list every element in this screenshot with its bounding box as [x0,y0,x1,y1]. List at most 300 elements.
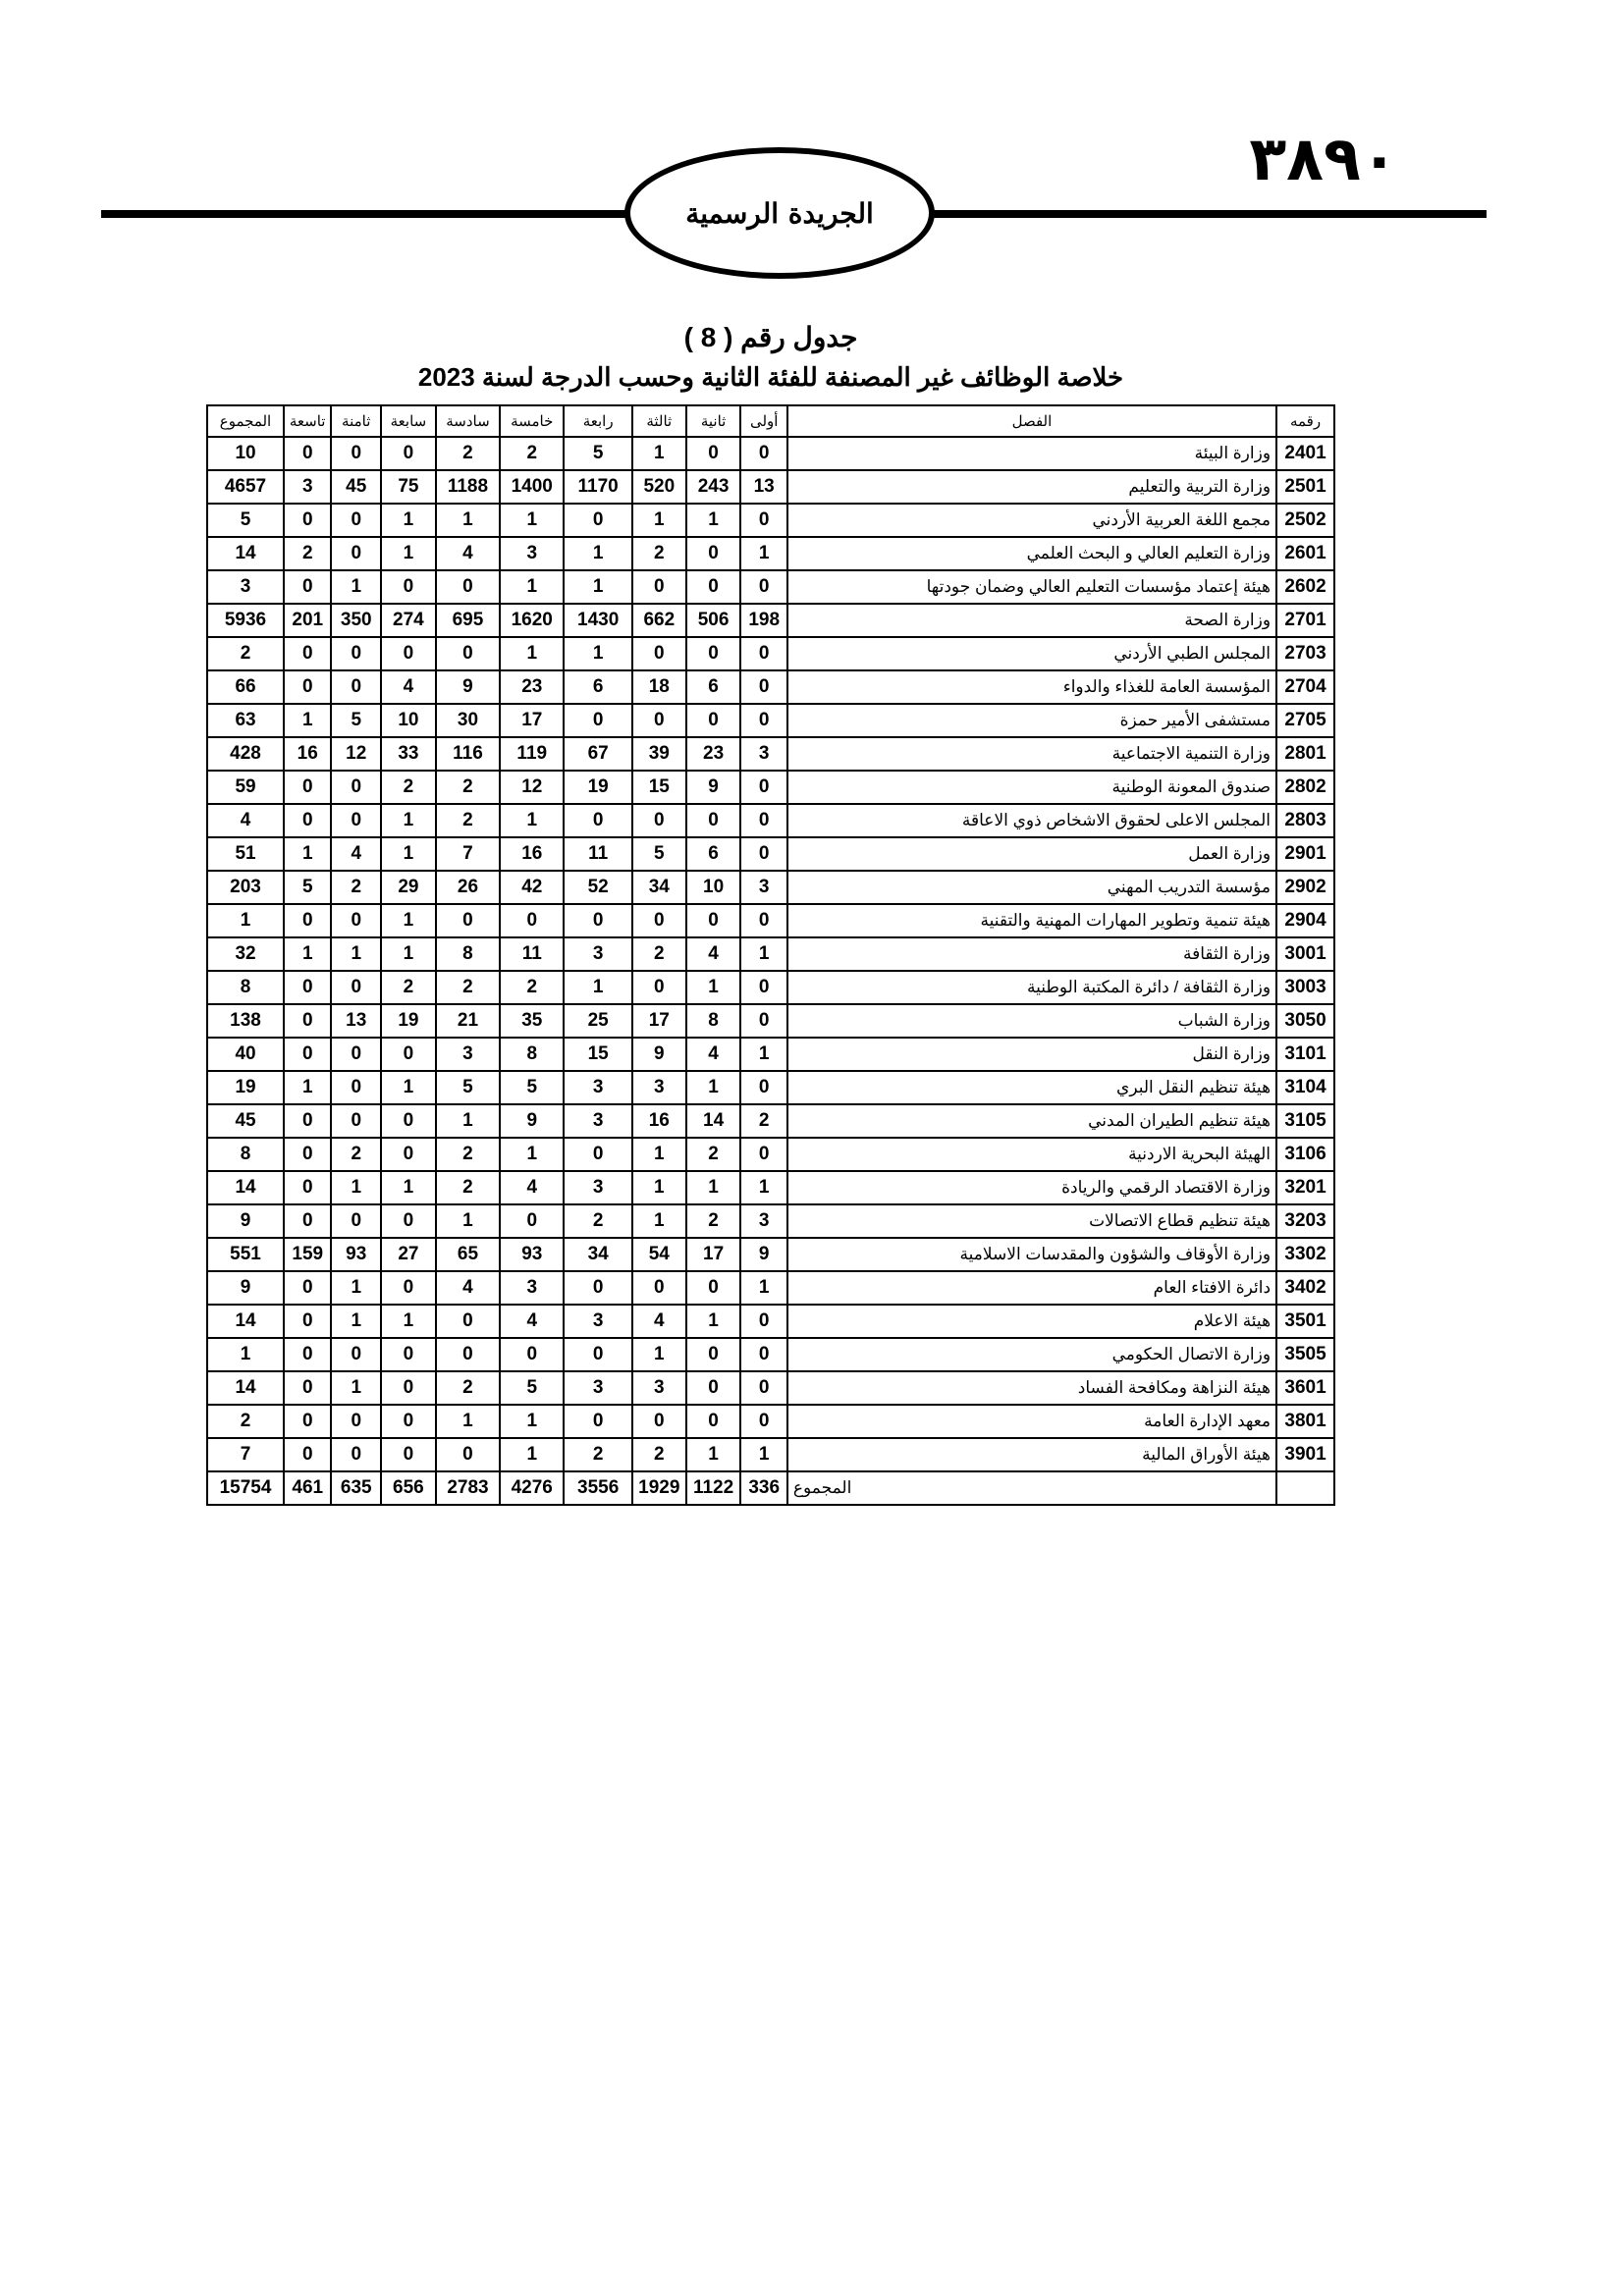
row-grade-8: 2 [331,1138,381,1171]
row-grade-4: 3 [564,1171,632,1204]
row-grade-8: 0 [331,1405,381,1438]
row-grade-2: 2 [686,1138,741,1171]
row-code: 3106 [1276,1138,1334,1171]
row-code: 3601 [1276,1371,1334,1405]
table-row [207,1071,1334,1104]
row-grade-1: 3 [740,1204,786,1238]
row-grade-2: 14 [686,1104,741,1138]
row-grade-6: 2 [436,971,500,1004]
total-grade-2: 1122 [686,1471,741,1505]
row-grade-1: 0 [740,437,786,470]
row-code: 3801 [1276,1405,1334,1438]
row-chapter-name: وزارة التنمية الاجتماعية [787,737,1276,771]
row-total: 8 [207,971,284,1004]
row-total: 428 [207,737,284,771]
row-grade-2: 0 [686,804,741,837]
row-grade-2: 9 [686,771,741,804]
row-grade-8: 0 [331,771,381,804]
col-header-grade-6: سادسة [436,405,500,437]
row-grade-6: 2 [436,771,500,804]
row-grade-3: 0 [632,904,686,937]
row-grade-9: 0 [284,971,331,1004]
table-row [207,771,1334,804]
row-grade-4: 2 [564,1204,632,1238]
row-grade-5: 1 [500,804,564,837]
row-grade-2: 2 [686,1204,741,1238]
row-grade-5: 1 [500,504,564,537]
row-code: 3104 [1276,1071,1334,1104]
row-code: 3203 [1276,1204,1334,1238]
row-grade-5: 23 [500,670,564,704]
row-grade-2: 1 [686,1305,741,1338]
row-grade-9: 0 [284,570,331,604]
table-summary-title: خلاصة الوظائف غير المصنفة للفئة الثانية وحسب الدرجة لسنة 2023 [417,362,1124,392]
row-grade-6: 0 [436,1438,500,1471]
row-grade-7: 1 [381,804,436,837]
row-grade-6: 9 [436,670,500,704]
row-chapter-name: هيئة تنظيم قطاع الاتصالات [787,1204,1276,1238]
row-grade-5: 11 [500,937,564,971]
row-total: 1 [207,904,284,937]
row-grade-9: 0 [284,504,331,537]
row-total: 63 [207,704,284,737]
row-grade-8: 350 [331,604,381,637]
masthead-oval [624,147,935,279]
row-grade-9: 0 [284,1405,331,1438]
row-grade-4: 1 [564,537,632,570]
row-chapter-name: وزارة الشباب [787,1004,1276,1038]
row-grade-4: 25 [564,1004,632,1038]
row-grade-8: 0 [331,971,381,1004]
row-grade-9: 0 [284,1004,331,1038]
table-row [207,1305,1334,1338]
row-grade-9: 0 [284,1038,331,1071]
row-grade-4: 1 [564,971,632,1004]
row-chapter-name: وزارة الثقافة / دائرة المكتبة الوطنية [787,971,1276,1004]
table-row [207,570,1334,604]
row-chapter-name: وزارة الاقتصاد الرقمي والريادة [787,1171,1276,1204]
row-grade-6: 2 [436,437,500,470]
row-grade-5: 12 [500,771,564,804]
row-code: 3501 [1276,1305,1334,1338]
row-chapter-name: معهد الإدارة العامة [787,1405,1276,1438]
col-header-grade-7: سابعة [381,405,436,437]
row-grade-7: 1 [381,537,436,570]
row-grade-6: 1 [436,1104,500,1138]
row-grade-3: 39 [632,737,686,771]
masthead-title: الجريدة الرسمية [685,196,874,230]
row-grade-1: 1 [740,1171,786,1204]
row-total: 1 [207,1338,284,1371]
col-header-grade-5: خامسة [500,405,564,437]
row-grade-6: 7 [436,837,500,871]
table-row [207,1371,1334,1405]
row-grade-3: 16 [632,1104,686,1138]
row-grade-6: 0 [436,637,500,670]
row-grade-4: 1430 [564,604,632,637]
row-grade-1: 0 [740,670,786,704]
row-grade-2: 243 [686,470,741,504]
row-grade-1: 2 [740,1104,786,1138]
row-grade-3: 3 [632,1371,686,1405]
row-total: 2 [207,1405,284,1438]
table-row [207,904,1334,937]
row-grade-3: 54 [632,1238,686,1271]
table-row [207,1004,1334,1038]
row-grade-2: 0 [686,537,741,570]
row-grade-7: 19 [381,1004,436,1038]
row-grade-7: 1 [381,1305,436,1338]
table-row [207,1038,1334,1071]
row-grade-9: 159 [284,1238,331,1271]
row-grade-1: 0 [740,904,786,937]
row-grade-5: 1 [500,1405,564,1438]
row-grade-2: 0 [686,1338,741,1371]
row-grade-4: 5 [564,437,632,470]
row-grade-9: 0 [284,904,331,937]
row-grade-4: 0 [564,504,632,537]
row-grade-7: 1 [381,1171,436,1204]
row-grade-4: 3 [564,1071,632,1104]
row-grade-6: 0 [436,904,500,937]
row-grade-2: 0 [686,704,741,737]
row-grade-8: 1 [331,1305,381,1338]
row-grade-2: 0 [686,637,741,670]
row-grade-9: 0 [284,1138,331,1171]
header-rule-left [101,210,627,218]
row-grade-8: 0 [331,1038,381,1071]
table-row [207,871,1334,904]
row-total: 14 [207,1371,284,1405]
row-grade-7: 27 [381,1238,436,1271]
row-grade-4: 6 [564,670,632,704]
table-row [207,937,1334,971]
row-grade-7: 1 [381,904,436,937]
row-grade-8: 0 [331,1104,381,1138]
row-grade-6: 1 [436,504,500,537]
row-grade-5: 1 [500,1438,564,1471]
row-grade-5: 5 [500,1371,564,1405]
row-code: 3901 [1276,1438,1334,1471]
row-grade-8: 0 [331,637,381,670]
row-grade-5: 1 [500,1138,564,1171]
row-chapter-name: وزارة الصحة [787,604,1276,637]
row-grade-9: 0 [284,1104,331,1138]
row-grade-8: 2 [331,871,381,904]
row-grade-8: 0 [331,504,381,537]
row-grade-3: 520 [632,470,686,504]
row-grade-4: 0 [564,1338,632,1371]
total-grade-4: 3556 [564,1471,632,1505]
row-grade-4: 0 [564,1138,632,1171]
row-grade-8: 0 [331,1071,381,1104]
row-grade-5: 0 [500,1204,564,1238]
row-total: 14 [207,1171,284,1204]
row-grade-1: 1 [740,1438,786,1471]
row-grade-3: 1 [632,1138,686,1171]
col-header-grade-3: ثالثة [632,405,686,437]
row-code: 2501 [1276,470,1334,504]
row-grade-5: 119 [500,737,564,771]
row-grade-4: 3 [564,1305,632,1338]
row-grade-3: 2 [632,937,686,971]
row-grade-1: 0 [740,504,786,537]
col-header-chapter: الفصل [787,405,1276,437]
row-grade-3: 0 [632,637,686,670]
row-grade-3: 34 [632,871,686,904]
row-total: 51 [207,837,284,871]
row-grade-5: 9 [500,1104,564,1138]
row-grade-1: 0 [740,1138,786,1171]
col-header-code: رقمه [1276,405,1334,437]
row-grade-6: 0 [436,570,500,604]
row-grade-2: 10 [686,871,741,904]
row-chapter-name: هيئة تنمية وتطوير المهارات المهنية والتقنية [787,904,1276,937]
row-grade-8: 45 [331,470,381,504]
row-grade-3: 0 [632,804,686,837]
row-grade-7: 10 [381,704,436,737]
row-grade-6: 65 [436,1238,500,1271]
row-grade-1: 1 [740,1038,786,1071]
row-grade-9: 3 [284,470,331,504]
row-grade-2: 0 [686,1405,741,1438]
row-grade-3: 2 [632,537,686,570]
row-grade-1: 1 [740,537,786,570]
row-grade-9: 0 [284,1305,331,1338]
row-grade-8: 0 [331,904,381,937]
row-code: 2701 [1276,604,1334,637]
row-grade-4: 11 [564,837,632,871]
row-grade-1: 13 [740,470,786,504]
row-grade-4: 0 [564,1271,632,1305]
row-grade-7: 0 [381,1338,436,1371]
row-grade-7: 1 [381,937,436,971]
table-row [207,1171,1334,1204]
row-code: 2704 [1276,670,1334,704]
row-grade-3: 5 [632,837,686,871]
row-grade-9: 0 [284,771,331,804]
row-code: 3050 [1276,1004,1334,1038]
row-grade-3: 2 [632,1438,686,1471]
row-grade-9: 0 [284,1338,331,1371]
row-grade-2: 0 [686,437,741,470]
table-row [207,704,1334,737]
row-grade-1: 0 [740,771,786,804]
row-code: 2502 [1276,504,1334,537]
row-grade-2: 1 [686,1171,741,1204]
row-grade-3: 9 [632,1038,686,1071]
table-row [207,437,1334,470]
row-grade-5: 35 [500,1004,564,1038]
row-total: 2 [207,637,284,670]
row-grade-1: 0 [740,570,786,604]
table-header-row [207,405,1334,437]
row-grade-1: 0 [740,837,786,871]
row-grade-6: 2 [436,804,500,837]
row-grade-4: 3 [564,1371,632,1405]
row-grade-7: 0 [381,570,436,604]
row-grade-7: 4 [381,670,436,704]
row-grade-9: 5 [284,871,331,904]
row-total: 5 [207,504,284,537]
row-chapter-name: وزارة الأوقاف والشؤون والمقدسات الاسلامية [787,1238,1276,1271]
totals-row [207,1471,1334,1505]
col-header-grade-2: ثانية [686,405,741,437]
row-total: 14 [207,537,284,570]
row-grade-8: 0 [331,537,381,570]
row-grade-4: 0 [564,804,632,837]
row-grade-9: 0 [284,1438,331,1471]
col-header-grade-9: تاسعة [284,405,331,437]
totals-blank-cell [1276,1471,1334,1505]
row-chapter-name: وزارة البيئة [787,437,1276,470]
row-grade-5: 2 [500,437,564,470]
row-grade-8: 0 [331,1204,381,1238]
row-chapter-name: هيئة تنظيم النقل البري [787,1071,1276,1104]
row-grade-8: 0 [331,437,381,470]
row-grade-4: 0 [564,1405,632,1438]
row-grade-1: 0 [740,1371,786,1405]
row-total: 4657 [207,470,284,504]
row-grade-6: 116 [436,737,500,771]
row-code: 2401 [1276,437,1334,470]
row-grade-8: 0 [331,1338,381,1371]
row-grade-1: 3 [740,871,786,904]
row-grade-6: 2 [436,1371,500,1405]
row-code: 2802 [1276,771,1334,804]
col-header-total: المجموع [207,405,284,437]
row-total: 59 [207,771,284,804]
row-total: 4 [207,804,284,837]
row-grade-6: 21 [436,1004,500,1038]
row-grade-9: 1 [284,1071,331,1104]
row-chapter-name: مستشفى الأمير حمزة [787,704,1276,737]
page-number: ٣٨٩٠ [1249,123,1398,194]
col-header-grade-1: أولى [740,405,786,437]
row-grade-7: 75 [381,470,436,504]
row-total: 66 [207,670,284,704]
row-grade-7: 2 [381,771,436,804]
row-total: 19 [207,1071,284,1104]
row-grade-5: 8 [500,1038,564,1071]
row-grade-3: 0 [632,1405,686,1438]
row-grade-7: 0 [381,1405,436,1438]
row-grade-7: 2 [381,971,436,1004]
row-grade-6: 5 [436,1071,500,1104]
row-chapter-name: المؤسسة العامة للغذاء والدواء [787,670,1276,704]
row-code: 3201 [1276,1171,1334,1204]
total-grade-9: 461 [284,1471,331,1505]
row-grade-2: 506 [686,604,741,637]
row-grade-5: 42 [500,871,564,904]
row-grade-5: 1400 [500,470,564,504]
row-grade-1: 0 [740,704,786,737]
row-grade-9: 0 [284,1171,331,1204]
row-chapter-name: وزارة الثقافة [787,937,1276,971]
row-grade-7: 0 [381,1038,436,1071]
row-grade-1: 1 [740,1271,786,1305]
row-grade-8: 0 [331,1438,381,1471]
row-grade-8: 1 [331,1271,381,1305]
row-grade-2: 17 [686,1238,741,1271]
header-rule-right [933,210,1487,218]
row-grade-6: 1 [436,1204,500,1238]
row-chapter-name: وزارة النقل [787,1038,1276,1071]
row-code: 3505 [1276,1338,1334,1371]
row-total: 5936 [207,604,284,637]
row-grade-1: 3 [740,737,786,771]
row-grade-1: 0 [740,637,786,670]
row-grade-7: 274 [381,604,436,637]
row-chapter-name: هيئة الأوراق المالية [787,1438,1276,1471]
row-grade-2: 0 [686,570,741,604]
row-grade-4: 15 [564,1038,632,1071]
row-grade-9: 0 [284,1371,331,1405]
row-chapter-name: وزارة العمل [787,837,1276,871]
table-row [207,971,1334,1004]
row-grade-1: 1 [740,937,786,971]
table-row [207,1271,1334,1305]
total-grade-1: 336 [740,1471,786,1505]
row-grade-7: 29 [381,871,436,904]
row-chapter-name: المجلس الطبي الأردني [787,637,1276,670]
row-total: 7 [207,1438,284,1471]
row-code: 3101 [1276,1038,1334,1071]
row-grade-5: 1 [500,570,564,604]
row-grade-7: 1 [381,1071,436,1104]
row-chapter-name: مؤسسة التدريب المهني [787,871,1276,904]
table-row [207,470,1334,504]
row-code: 2803 [1276,804,1334,837]
row-grade-7: 0 [381,1104,436,1138]
row-grade-5: 3 [500,1271,564,1305]
col-header-grade-4: رابعة [564,405,632,437]
row-grade-9: 2 [284,537,331,570]
row-grade-6: 4 [436,537,500,570]
table-row [207,837,1334,871]
row-code: 2705 [1276,704,1334,737]
row-grade-8: 1 [331,570,381,604]
row-grade-2: 1 [686,1071,741,1104]
row-grade-5: 1620 [500,604,564,637]
row-grade-5: 3 [500,537,564,570]
row-chapter-name: هيئة تنظيم الطيران المدني [787,1104,1276,1138]
total-grade-7: 656 [381,1471,436,1505]
row-code: 2601 [1276,537,1334,570]
row-chapter-name: هيئة إعتماد مؤسسات التعليم العالي وضمان جودتها [787,570,1276,604]
row-grade-7: 0 [381,637,436,670]
row-grade-7: 0 [381,1204,436,1238]
row-total: 551 [207,1238,284,1271]
table-row [207,804,1334,837]
totals-label: المجموع [787,1471,1276,1505]
row-grade-3: 17 [632,1004,686,1038]
row-grade-7: 0 [381,437,436,470]
row-grade-8: 12 [331,737,381,771]
row-grade-3: 18 [632,670,686,704]
total-grand: 15754 [207,1471,284,1505]
row-code: 2901 [1276,837,1334,871]
row-grade-8: 0 [331,804,381,837]
row-grade-8: 4 [331,837,381,871]
row-grade-5: 4 [500,1305,564,1338]
row-chapter-name: هيئة النزاهة ومكافحة الفساد [787,1371,1276,1405]
row-total: 14 [207,1305,284,1338]
total-grade-3: 1929 [632,1471,686,1505]
table-row [207,1238,1334,1271]
row-grade-3: 0 [632,704,686,737]
table-row [207,1104,1334,1138]
